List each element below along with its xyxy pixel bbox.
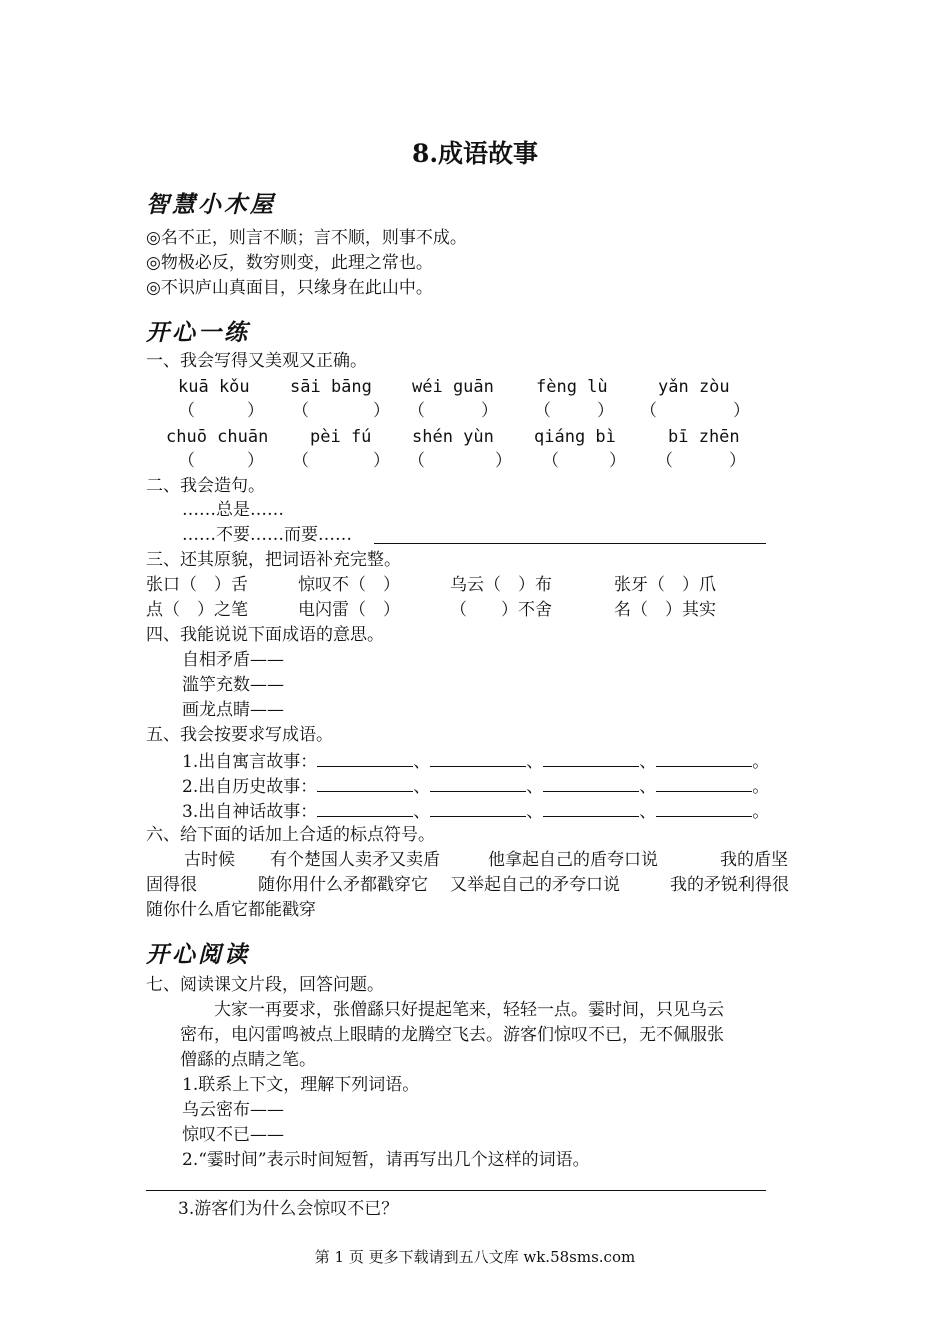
- q6-text-3: 随你什么盾它都能戳穿: [146, 900, 316, 920]
- q3-idiom-2-3[interactable]: （ ）不舍: [450, 600, 552, 620]
- paren-box-2-4[interactable]: （ ）: [542, 451, 626, 471]
- paren-box-2-5[interactable]: （ ）: [656, 451, 746, 471]
- pinyin-2-4: qiáng bì: [534, 427, 616, 447]
- q5-row-2: 2.出自历史故事： 、 、 、 。: [182, 773, 769, 797]
- q6-text-2-4: 我的矛锐利得很: [670, 875, 789, 895]
- pinyin-1-3: wéi guān: [412, 377, 494, 397]
- q6-text-2-3: 又举起自己的矛夸口说: [450, 875, 620, 895]
- pinyin-1-1: kuā kǒu: [178, 377, 250, 397]
- paren-box-2-1[interactable]: （ ）: [178, 451, 264, 471]
- pinyin-2-1: chuō chuān: [166, 427, 269, 447]
- q6-heading: 六、给下面的话加上合适的标点符号。: [146, 825, 435, 845]
- q7-answer-line[interactable]: [146, 1190, 766, 1191]
- q7-heading: 七、阅读课文片段，回答问题。: [146, 975, 384, 995]
- q5-blank[interactable]: [317, 748, 413, 767]
- paren-box-1-4[interactable]: （ ）: [534, 401, 614, 421]
- page-footer: 第 1 页 更多下载请到五八文库 wk.58sms.com: [314, 1248, 636, 1266]
- pinyin-1-4: fèng lù: [536, 377, 608, 397]
- q1-heading: 一、我会写得又美观又正确。: [146, 351, 367, 371]
- q2-sentence-2: ……不要……而要……: [182, 525, 352, 545]
- q3-idiom-1-3[interactable]: 乌云（ ）布: [450, 575, 552, 595]
- q4-item-3: 画龙点睛——: [182, 700, 284, 720]
- q2-answer-line[interactable]: [374, 543, 766, 544]
- q3-idiom-1-1[interactable]: 张口（ ）舌: [146, 575, 248, 595]
- proverb-3: ◎不识庐山真面目，只缘身在此山中。: [146, 278, 433, 298]
- pinyin-2-2: pèi fú: [310, 427, 372, 447]
- q6-text-1-2: 有个楚国人卖矛又卖盾: [270, 850, 440, 870]
- q5-blank[interactable]: [656, 798, 752, 817]
- q5-blank[interactable]: [317, 773, 413, 792]
- q7-sub1: 1.联系上下文，理解下列词语。: [182, 1075, 420, 1095]
- q4-item-1: 自相矛盾——: [182, 650, 284, 670]
- q5-blank[interactable]: [317, 798, 413, 817]
- proverb-1: ◎名不正，则言不顺；言不顺，则事不成。: [146, 228, 467, 248]
- q5-blank[interactable]: [430, 748, 526, 767]
- paren-box-1-3[interactable]: （ ）: [408, 401, 498, 421]
- q5-heading: 五、我会按要求写成语。: [146, 725, 333, 745]
- q3-idiom-1-2[interactable]: 惊叹不（ ）: [298, 575, 400, 595]
- q6-text-2-1: 固得很: [146, 875, 197, 895]
- section-heading-reading: 开心阅读: [146, 941, 250, 968]
- q5-row-3: 3.出自神话故事： 、 、 、 。: [182, 798, 769, 822]
- q5-blank[interactable]: [430, 798, 526, 817]
- q4-item-2: 滥竽充数——: [182, 675, 284, 695]
- q5-blank[interactable]: [656, 773, 752, 792]
- proverb-2: ◎物极必反，数穷则变，此理之常也。: [146, 253, 433, 273]
- pinyin-1-5: yǎn zòu: [658, 377, 730, 397]
- q3-heading: 三、还其原貌，把词语补充完整。: [146, 550, 401, 570]
- q7-passage-3: 僧繇的点睛之笔。: [180, 1050, 316, 1070]
- q7-sub2: 2.“霎时间”表示时间短暂，请再写出几个这样的词语。: [182, 1150, 590, 1170]
- section-heading-wisdom: 智慧小木屋: [146, 191, 276, 218]
- pinyin-2-3: shén yùn: [412, 427, 494, 447]
- q3-idiom-2-4[interactable]: 名（ ）其实: [614, 600, 716, 620]
- q6-text-1-1: 古时候: [184, 850, 235, 870]
- page-title: 8.成语故事: [411, 139, 539, 168]
- q4-heading: 四、我能说说下面成语的意思。: [146, 625, 384, 645]
- pinyin-2-5: bī zhēn: [668, 427, 740, 447]
- paren-box-2-2[interactable]: （ ）: [292, 451, 390, 471]
- q5-blank[interactable]: [543, 748, 639, 767]
- q6-text-2-2: 随你用什么矛都戳穿它: [258, 875, 428, 895]
- q5-blank[interactable]: [656, 748, 752, 767]
- paren-box-2-3[interactable]: （ ）: [408, 451, 512, 471]
- q7-passage-1: 大家一再要求，张僧繇只好提起笔来，轻轻一点。霎时间，只见乌云: [214, 1000, 724, 1020]
- q5-blank[interactable]: [430, 773, 526, 792]
- q7-word-2: 惊叹不已——: [182, 1125, 284, 1145]
- q2-heading: 二、我会造句。: [146, 476, 265, 496]
- paren-box-1-5[interactable]: （ ）: [640, 401, 750, 421]
- q6-text-1-3: 他拿起自己的盾夸口说: [488, 850, 658, 870]
- q2-sentence-1: ……总是……: [182, 500, 284, 520]
- paren-box-1-2[interactable]: （ ）: [292, 401, 390, 421]
- q7-sub3: 3.游客们为什么会惊叹不已？: [178, 1199, 399, 1219]
- q3-idiom-2-2[interactable]: 电闪雷（ ）: [298, 600, 400, 620]
- q7-word-1: 乌云密布——: [182, 1100, 284, 1120]
- q6-text-1-4: 我的盾坚: [720, 850, 788, 870]
- pinyin-1-2: sāi bāng: [290, 377, 372, 397]
- q5-row-1: 1.出自寓言故事： 、 、 、 。: [182, 748, 769, 772]
- q7-passage-2: 密布，电闪雷鸣被点上眼睛的龙腾空飞去。游客们惊叹不已，无不佩服张: [180, 1025, 724, 1045]
- q3-idiom-1-4[interactable]: 张牙（ ）爪: [614, 575, 716, 595]
- paren-box-1-1[interactable]: （ ）: [178, 401, 264, 421]
- q5-blank[interactable]: [543, 798, 639, 817]
- section-heading-practice: 开心一练: [146, 319, 250, 346]
- q5-blank[interactable]: [543, 773, 639, 792]
- q3-idiom-2-1[interactable]: 点（ ）之笔: [146, 600, 248, 620]
